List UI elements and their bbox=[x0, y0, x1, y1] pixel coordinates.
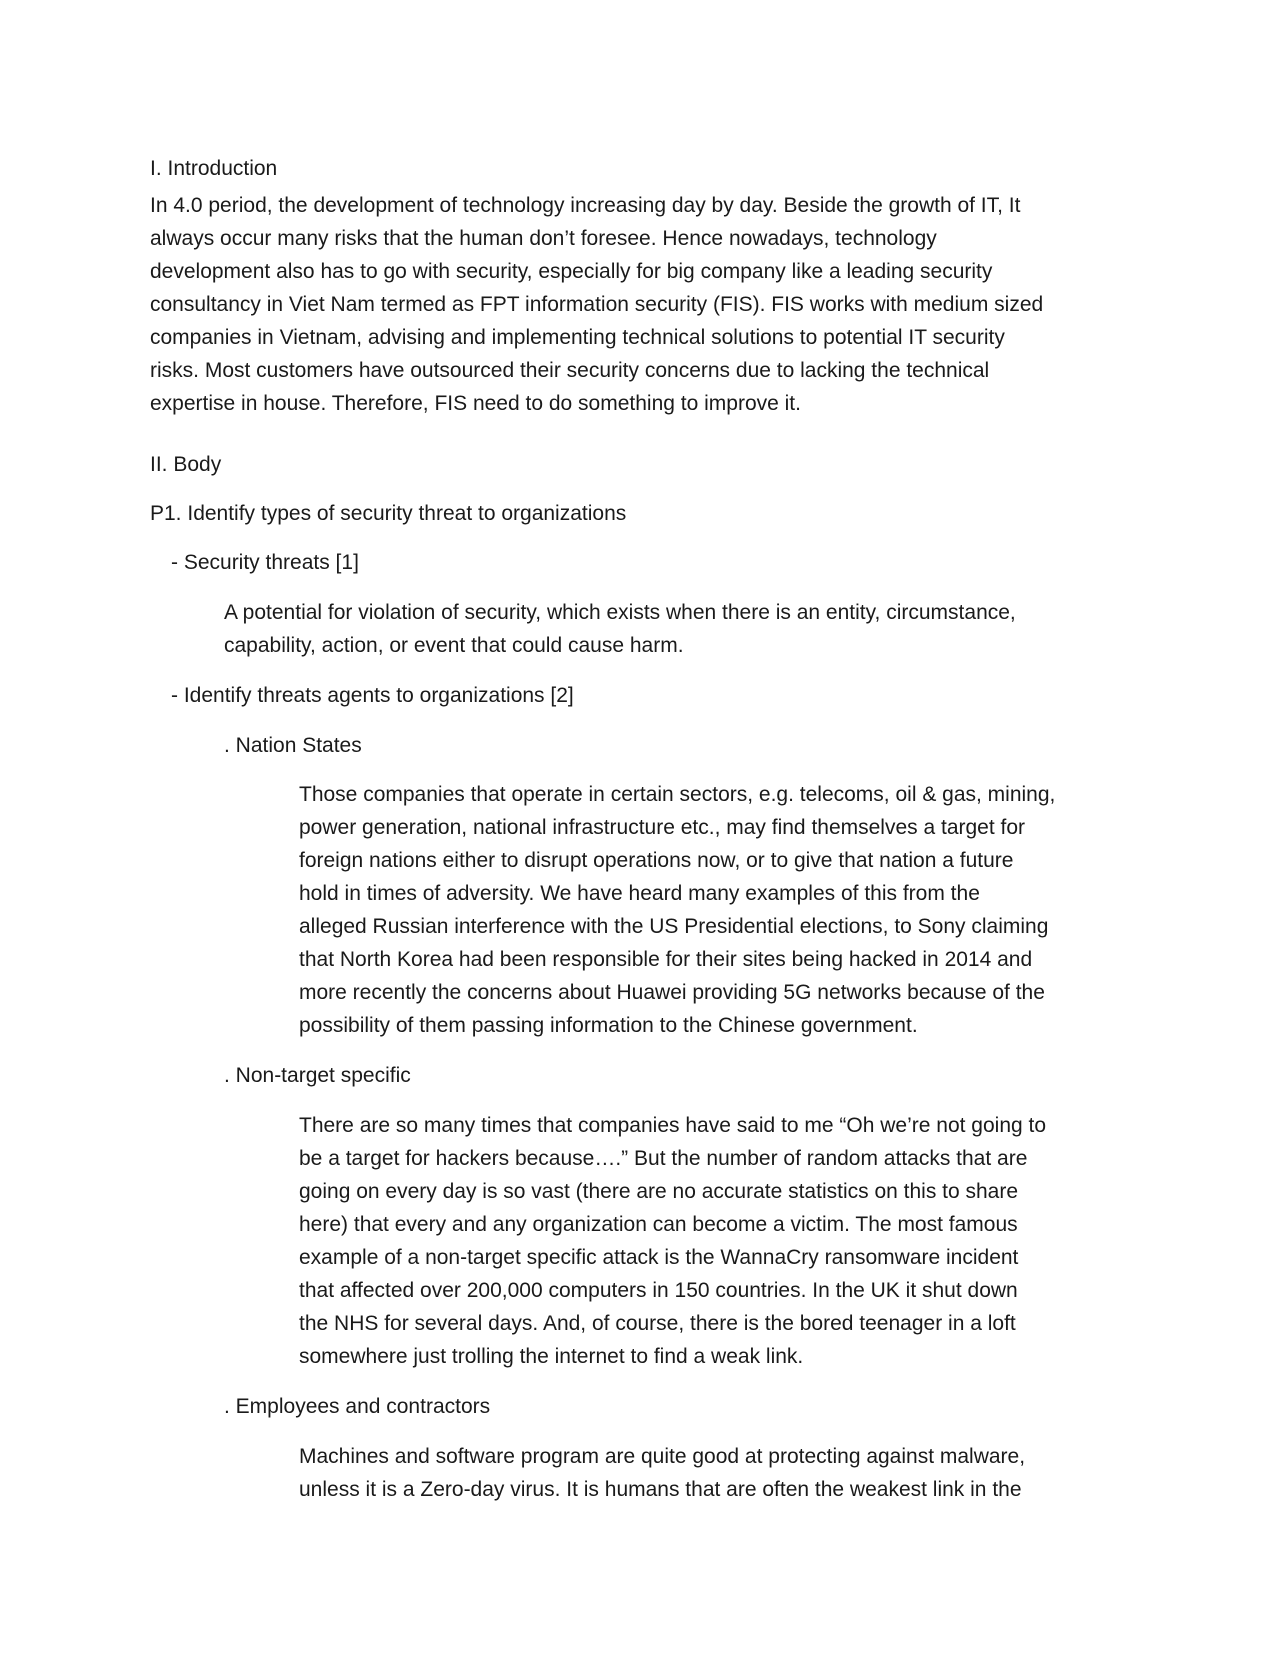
non-target-paragraph bbox=[299, 1109, 1046, 1373]
non-target-line: going on every day is so vast (there are no accurate statistics on this to share bbox=[299, 1180, 1019, 1203]
employees-line: Machines and software program are quite good at protecting against malware, bbox=[299, 1445, 1026, 1468]
definition-line: capability, action, or event that could cause harm. bbox=[224, 634, 684, 657]
nation-states-line: foreign nations either to disrupt operations now, or to give that nation a future bbox=[299, 849, 1014, 872]
nation-states-line: possibility of them passing information to the Chinese government. bbox=[299, 1014, 918, 1037]
intro-line: always occur many risks that the human don’t foresee. Hence nowadays, technology bbox=[150, 227, 937, 250]
non-target-line: example of a non-target specific attack is the WannaCry ransomware incident bbox=[299, 1246, 1019, 1269]
intro-line: companies in Vietnam, advising and implementing technical solutions to potential IT security bbox=[150, 326, 1005, 349]
non-target-heading: . Non-target specific bbox=[224, 1064, 411, 1087]
nation-states-line: power generation, national infrastructure etc., may find themselves a target for bbox=[299, 816, 1026, 839]
nation-states-line: alleged Russian interference with the US Presidential elections, to Sony claiming bbox=[299, 915, 1049, 938]
nation-states-line: Those companies that operate in certain sectors, e.g. telecoms, oil & gas, mining, bbox=[299, 783, 1056, 806]
body-heading: II. Body bbox=[150, 453, 222, 476]
intro-line: consultancy in Viet Nam termed as FPT information security (FIS). FIS works with medium sized bbox=[150, 293, 1044, 316]
threat-agents-item: - Identify threats agents to organizations [2] bbox=[171, 684, 574, 707]
intro-line: In 4.0 period, the development of technology increasing day by day. Beside the growth of IT, It bbox=[150, 194, 1021, 217]
nation-states-paragraph bbox=[299, 778, 1055, 1042]
intro-heading: I. Introduction bbox=[150, 157, 278, 180]
nation-states-line: that North Korea had been responsible for their sites being hacked in 2014 and bbox=[299, 948, 1033, 971]
definition-line: A potential for violation of security, which exists when there is an entity, circumstance, bbox=[224, 601, 1016, 624]
nation-states-line: more recently the concerns about Huawei providing 5G networks because of the bbox=[299, 981, 1045, 1004]
employees-heading: . Employees and contractors bbox=[224, 1395, 491, 1418]
p1-heading: P1. Identify types of security threat to organizations bbox=[150, 502, 627, 525]
security-threats-definition bbox=[224, 596, 1016, 662]
nation-states-line: hold in times of adversity. We have heard many examples of this from the bbox=[299, 882, 980, 905]
intro-line: development also has to go with security, especially for big company like a leading security bbox=[150, 260, 993, 283]
nation-states-heading: . Nation States bbox=[224, 734, 362, 757]
security-threats-item: - Security threats [1] bbox=[171, 551, 359, 574]
non-target-line: be a target for hackers because….” But the number of random attacks that are bbox=[299, 1147, 1028, 1170]
intro-paragraph bbox=[150, 189, 1043, 420]
non-target-line: There are so many times that companies have said to me “Oh we’re not going to bbox=[299, 1114, 1047, 1137]
intro-line: risks. Most customers have outsourced their security concerns due to lacking the technical bbox=[150, 359, 990, 382]
non-target-line: that affected over 200,000 computers in 150 countries. In the UK it shut down bbox=[299, 1279, 1018, 1302]
non-target-line: the NHS for several days. And, of course, there is the bored teenager in a loft bbox=[299, 1312, 1016, 1335]
non-target-line: somewhere just trolling the internet to find a weak link. bbox=[299, 1345, 804, 1368]
employees-paragraph bbox=[299, 1440, 1025, 1506]
employees-line: unless it is a Zero-day virus. It is humans that are often the weakest link in the bbox=[299, 1478, 1022, 1501]
non-target-line: here) that every and any organization can become a victim. The most famous bbox=[299, 1213, 1018, 1236]
intro-line: expertise in house. Therefore, FIS need to do something to improve it. bbox=[150, 392, 801, 415]
